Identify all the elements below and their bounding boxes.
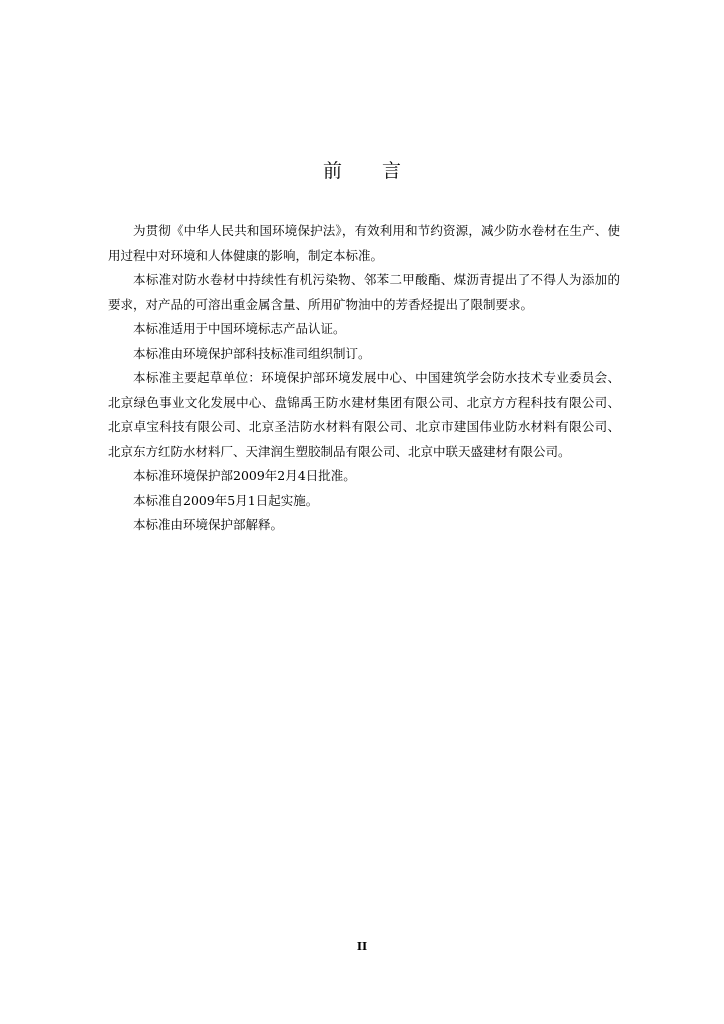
- page-title: [0, 156, 724, 183]
- paragraph-approval-date: 本标准环境保护部2009年2月4日批准。: [133, 468, 356, 483]
- paragraph-organizer: 本标准由环境保护部科技标准司组织制订。: [133, 345, 371, 361]
- paragraph-drafters: 本标准主要起草单位：环境保护部环境发展中心、中国建筑学会防水技术专业委员会、北京绿色事业文化发展中心、盘锦禹王防水建材集团有限公司、北京方方程科技有限公司、北京卓宝科技有限公司、北京圣洁防水材料有限公司、北京市建国伟业防水材料有限公司、北京东方红防水材料厂、天津润生塑胶制品有限公司、北京中联天盛建材有限公司。: [108, 370, 620, 459]
- title-char-2: 言: [382, 160, 402, 182]
- title-char-1: 前: [322, 160, 342, 182]
- paragraph-interpretation: 本标准由环境保护部解释。: [133, 517, 284, 532]
- page-number: II: [356, 940, 368, 953]
- paragraph-purpose: 为贯彻《中华人民共和国环境保护法》，有效利用和节约资源，减少防水卷材在生产、使用过程中对环境和人体健康的影响，制定本标准。: [108, 223, 620, 263]
- paragraph-requirements: 本标准对防水卷材中持续性有机污染物、邻苯二甲酸酯、煤沥青提出了不得人为添加的要求，对产品的可溶出重金属含量、所用矿物油中的芳香烃提出了限制要求。: [108, 272, 620, 312]
- foreword-body: [108, 219, 620, 538]
- paragraph-effective-date: 本标准自2009年5月1日起实施。: [133, 492, 319, 508]
- paragraph-scope: 本标准适用于中国环境标志产品认证。: [133, 321, 346, 336]
